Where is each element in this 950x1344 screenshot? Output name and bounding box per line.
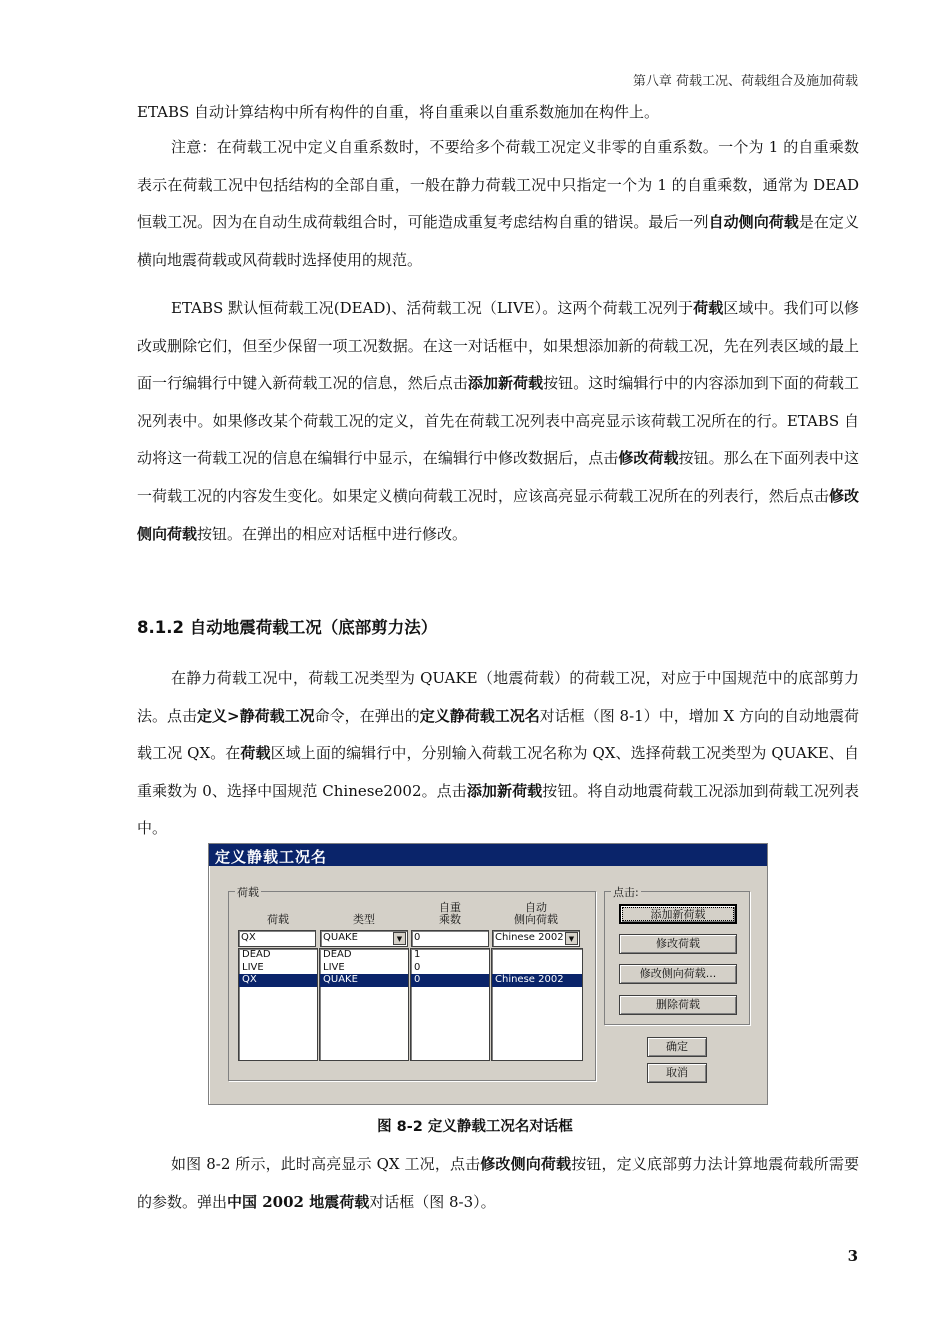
chevron-down-icon[interactable]: ▼ — [393, 932, 406, 945]
list-item[interactable]: DEAD — [323, 949, 352, 960]
list-item[interactable]: 1 — [414, 949, 421, 960]
selfweight-list[interactable] — [410, 948, 490, 1061]
list-item[interactable]: 0 — [414, 961, 421, 973]
paragraph-defaults: ETABS 默认恒荷载工况(DEAD)、活荷载工况（LIVE）。这两个荷载工况列于荷载区域中。我们可以修改或删除它们，但至少保留一项工况数据。在这一对话框中，如果想添加新的荷载工况，先在列表区域的最上面一行编辑行中键入新荷载工况的信息，然后点击添加新荷载按钮。这时编辑行中的内容添加到下面的荷载工况列表中。如果修改某个荷载工况的定义，首先在荷载工况列表中高亮显示该荷载工况所在的行。ETABS 自动将这一荷载工况的信息在编辑行中显示，在编辑行中修改数据后，点击修改荷载按钮。那么在下面列表中这一荷载工况的内容发生变化。如果定义横向荷载工况时，应该高亮显示荷载工况所在的列表行，然后点击修改侧向荷载按钮。在弹出的相应对话框中进行修改。 — [137, 299, 859, 543]
paragraph-quake: 在静力荷载工况中，荷载工况类型为 QUAKE（地震荷载）的荷载工况，对应于中国规范中的底部剪力法。点击定义>静荷载工况命令，在弹出的定义静荷载工况名对话框（图 8-1）中，增加 X 方向的自动地震荷载工况 QX。在荷载区域上面的编辑行中，分别输入荷载工况名称为 QX、选择荷载工况类型为 QUAKE、自重乘数为 0、选择中国规范 Chinese2002。点击添加新荷载按钮。将自动地震荷载工况添加到荷载工况列表中。 — [137, 669, 859, 838]
define-static-load-dialog — [208, 843, 768, 1105]
selfweight-input[interactable]: 0 — [411, 930, 489, 947]
list-item[interactable] — [492, 962, 582, 975]
list-item[interactable]: Chinese 2002 — [492, 974, 582, 987]
auto-lateral-select[interactable]: Chinese 2002 ▼ — [492, 930, 580, 947]
cancel-button[interactable]: 取消 — [647, 1063, 707, 1083]
auto-lateral-list[interactable] — [491, 948, 583, 1061]
col-header-selfweight: 自重 乘数 — [439, 901, 461, 926]
list-item[interactable]: DEAD — [242, 949, 271, 960]
load-type-select[interactable]: QUAKE ▼ — [320, 930, 408, 947]
delete-load-button[interactable]: 删除荷载 — [619, 995, 737, 1015]
col-header-load: 荷载 — [267, 913, 289, 926]
modify-lateral-load-button[interactable]: 修改侧向荷载... — [619, 964, 737, 984]
click-group-label: 点击: — [613, 886, 639, 899]
load-name-input[interactable]: QX — [238, 930, 316, 947]
list-item[interactable]: QUAKE — [320, 974, 408, 987]
col-header-type: 类型 — [353, 913, 375, 926]
add-load-button[interactable]: 添加新荷载 — [619, 904, 737, 924]
section-title: 8.1.2 自动地震荷载工况（底部剪力法） — [137, 618, 438, 637]
list-item[interactable]: LIVE — [242, 961, 264, 973]
col-header-auto-lateral: 自动 侧向荷载 — [514, 901, 558, 926]
page-number: 3 — [847, 1247, 858, 1265]
paragraph-1: ETABS 自动计算结构中所有构件的自重，将自重乘以自重系数施加在构件上。 — [137, 103, 660, 121]
chevron-down-icon[interactable]: ▼ — [565, 932, 578, 945]
paragraph-note: 注意：在荷载工况中定义自重系数时，不要给多个荷载工况定义非零的自重系数。一个为 1 的自重乘数表示在荷载工况中包括结构的全部自重，一般在静力荷载工况中只指定一个为 1 的自重乘数，通常为 DEAD 恒载工况。因为在自动生成荷载组合时，可能造成重复考虑结构自重的错误。最后一列自动侧向荷载是在定义横向地震荷载或风荷载时选择使用的规范。 — [137, 138, 859, 269]
load-name-list[interactable] — [238, 948, 318, 1061]
modify-load-button[interactable]: 修改荷载 — [619, 934, 737, 954]
load-type-list[interactable] — [319, 948, 409, 1061]
dialog-title: 定义静载工况名 — [209, 844, 767, 866]
list-item[interactable]: QX — [239, 974, 317, 987]
figure-caption: 图 8-2 定义静载工况名对话框 — [377, 1119, 573, 1135]
list-item[interactable]: LIVE — [323, 961, 345, 973]
page-header: 第八章 荷载工况、荷载组合及施加荷载 — [632, 74, 858, 89]
list-item[interactable] — [492, 949, 582, 962]
paragraph-figure-ref: 如图 8-2 所示，此时高亮显示 QX 工况，点击修改侧向荷载按钮，定义底部剪力法计算地震荷载所需要的参数。弹出中国 2002 地震荷载对话框（图 8-3）。 — [137, 1155, 859, 1211]
ok-button[interactable]: 确定 — [647, 1037, 707, 1057]
loads-group-label: 荷载 — [237, 886, 259, 899]
list-item[interactable]: 0 — [411, 974, 489, 987]
